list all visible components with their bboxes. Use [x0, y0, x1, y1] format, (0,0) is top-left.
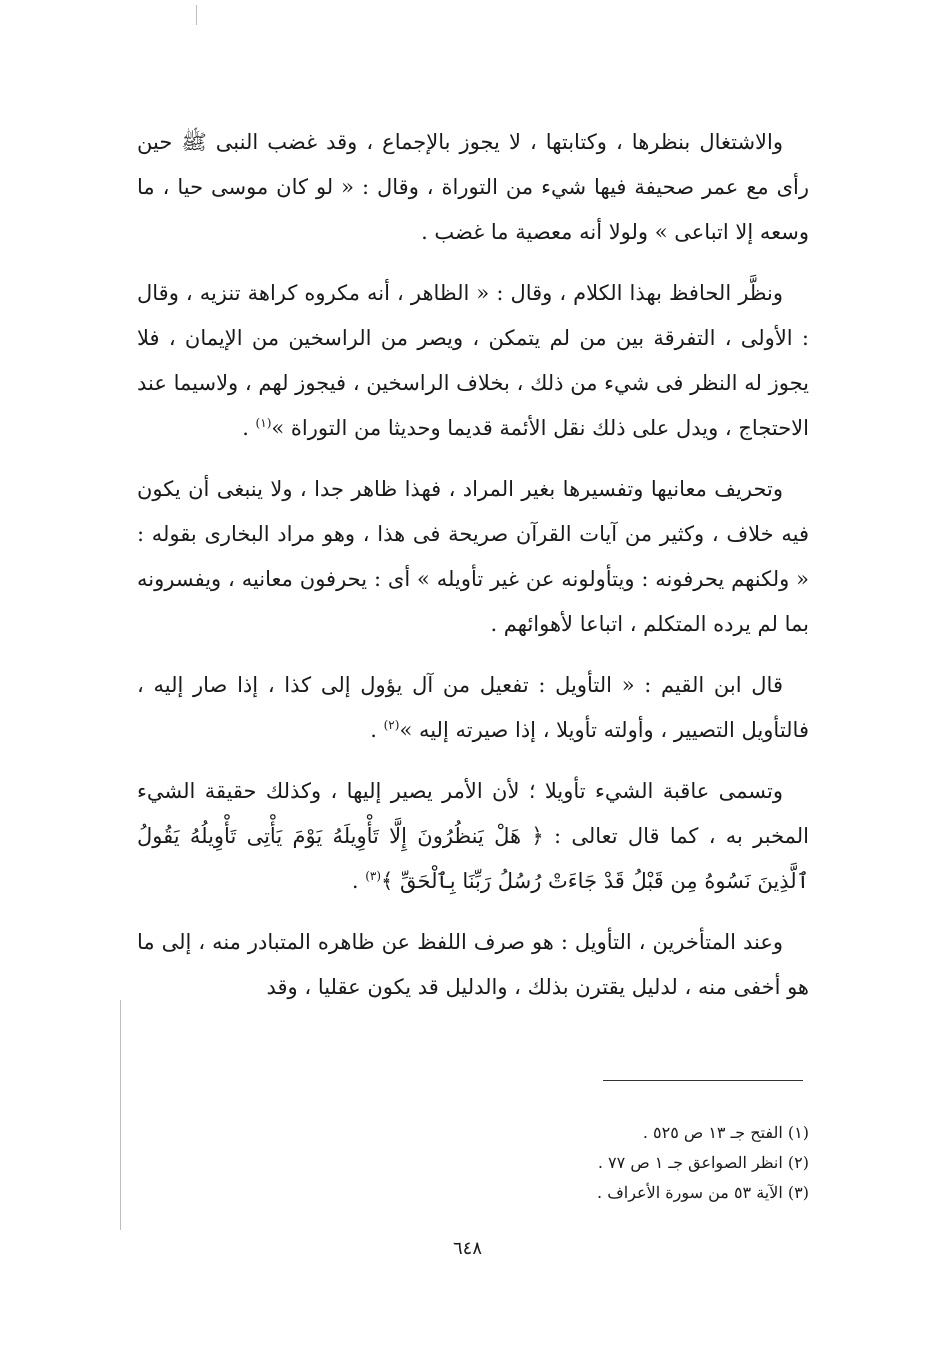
- paragraph-2: [137, 271, 809, 451]
- footnote-item: (٢) انظر الصواعق جـ ١ ص ٧٧ .: [597, 1153, 809, 1172]
- paragraph-end: .: [242, 416, 256, 440]
- paragraph-3: [137, 467, 809, 647]
- footnote-item: (٣) الآية ٥٣ من سورة الأعراف .: [597, 1183, 809, 1202]
- footnotes: [137, 1118, 809, 1208]
- scan-edge-line-left: [120, 1000, 121, 1230]
- footnote-ref: (٣): [365, 869, 382, 883]
- paragraph-text: وعند المتأخرين ، التأويل : هو صرف اللفظ عن ظاهره المتبادر منه ، إلى ما هو أخفى منه ، لدليل يقترن بذلك ، والدليل قد يكون عقليا ، وقد: [137, 930, 809, 999]
- footnote-separator: [603, 1080, 803, 1081]
- footnote-ref: (١): [255, 416, 272, 430]
- paragraph-5: [137, 769, 809, 904]
- paragraph-text: وتسمى عاقبة الشيء تأويلا ؛ لأن الأمر يصير إليها ، وكذلك حقيقة الشيء المخبر به ، كما قال تعالى : ﴿ هَلْ يَنظُرُونَ إِلَّا تَأْوِيلَهُ يَوْمَ يَأْتِى تَأْوِيلُهُ يَقُولُ ٱلَّذِينَ نَسُوهُ مِن قَبْلُ قَدْ جَاءَتْ رُسُلُ رَبِّنَا بِٱلْحَقِّ ﴾: [137, 779, 809, 893]
- paragraph-6: [137, 920, 809, 1010]
- scan-edge-line-top: [196, 5, 197, 25]
- paragraph-text: قال ابن القيم : « التأويل : تفعيل من آل يؤول إلى كذا ، إذا صار إليه ، فالتأويل التصيير ، وأولته تأويلا ، إذا صيرته إليه »: [137, 673, 809, 742]
- paragraph-text: والاشتغال بنظرها ، وكتابتها ، لا يجوز بالإجماع ، وقد غضب النبى ﷺ حين رأى مع عمر صحيفة فيها شيء من التوراة ، وقال : « لو كان موسى حيا ، ما وسعه إلا اتباعى » ولولا أنه معصية ما غضب .: [137, 130, 809, 244]
- paragraph-text: ونظَّر الحافظ بهذا الكلام ، وقال : « الظاهر ، أنه مكروه كراهة تنزيه ، وقال : الأولى ، التفرقة بين من لم يتمكن ، ويصر من الراسخين من الإيمان ، فلا يجوز له النظر فى شيء من ذلك ، بخلاف الراسخين ، فيجوز لهم ، ولاسيما عند الاحتجاج ، ويدل على ذلك نقل الأئمة قديما وحديثا من التوراة »: [137, 281, 809, 440]
- paragraph-text: وتحريف معانيها وتفسيرها بغير المراد ، فهذا ظاهر جدا ، ولا ينبغى أن يكون فيه خلاف ، وكثير من آيات القرآن صريحة فى هذا ، وهو مراد البخارى بقوله : « ولكنهم يحرفونه : ويتأولونه عن غير تأويله » أى : يحرفون معانيه ، ويفسرونه بما لم يرده المتكلم ، اتباعا لأهوائهم .: [137, 477, 809, 636]
- paragraph-end: .: [351, 869, 366, 893]
- main-text: [137, 120, 809, 1026]
- paragraph-end: .: [370, 718, 384, 742]
- paragraph-4: [137, 663, 809, 753]
- footnote-ref: (٢): [383, 718, 400, 732]
- page-number: ٦٤٨: [452, 1238, 482, 1259]
- footnote-item: (١) الفتح جـ ١٣ ص ٥٢٥ .: [642, 1123, 809, 1142]
- paragraph-1: [137, 120, 809, 255]
